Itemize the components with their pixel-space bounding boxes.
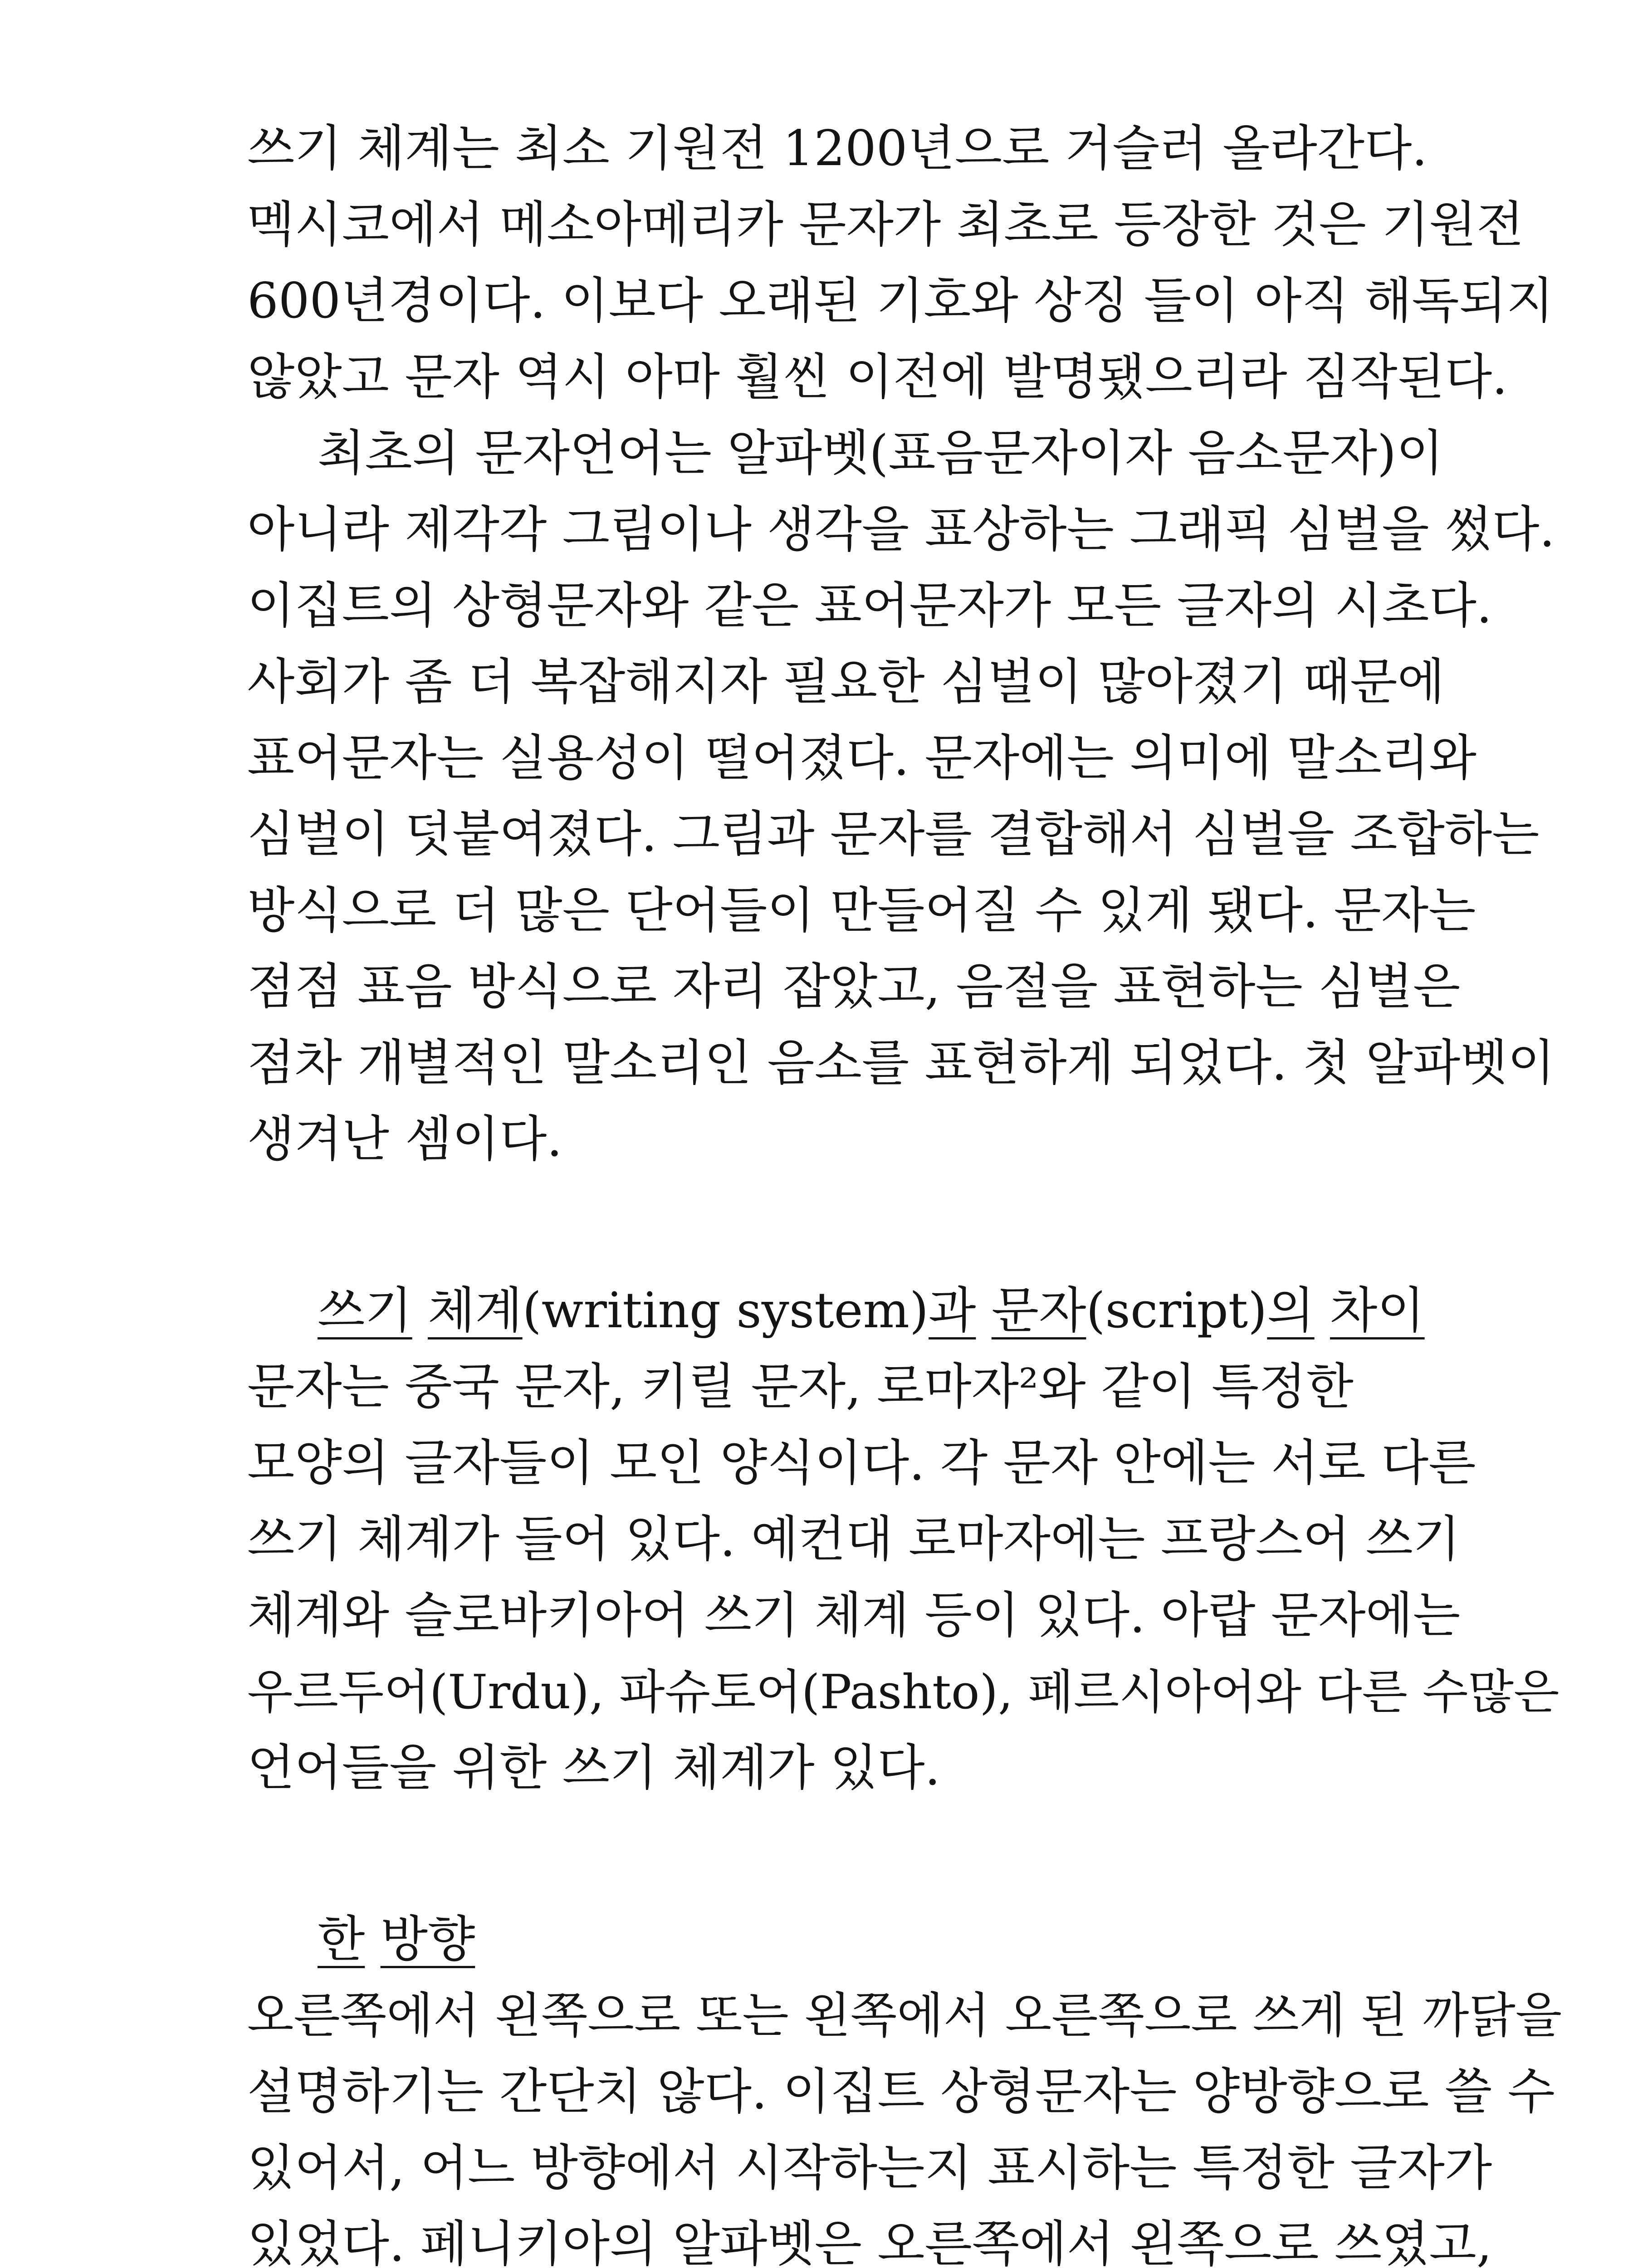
section-heading-writing-system-vs-script (318, 1279, 1425, 1343)
heading-gloss: (script) (1086, 1282, 1267, 1339)
body-line: 멕시코에서 메소아메리카 문자가 최초로 등장한 것은 기원전 (247, 196, 1524, 253)
heading-word: 문자 (991, 1282, 1086, 1339)
body-line: 오른쪽에서 왼쪽으로 또는 왼쪽에서 오른쪽으로 쓰게 된 까닭을 (247, 1988, 1562, 2043)
heading-word: 한 (318, 1911, 365, 1968)
body-line: 점점 표음 방식으로 자리 잡았고, 음절을 표현하는 심벌은 (247, 958, 1461, 1015)
body-line: 있어서, 어느 방향에서 시작하는지 표시하는 특정한 글자가 (247, 2140, 1492, 2196)
heading-word: 과 (929, 1282, 976, 1339)
body-line: 아니라 제각각 그림이나 생각을 표상하는 그래픽 심벌을 썼다. (247, 501, 1555, 558)
body-line: 점차 개별적인 말소리인 음소를 표현하게 되었다. 첫 알파벳이 (247, 1035, 1555, 1091)
body-line: 방식으로 더 많은 단어들이 만들어질 수 있게 됐다. 문자는 (247, 882, 1476, 939)
body-line: 않았고 문자 역시 아마 훨씬 이전에 발명됐으리라 짐작된다. (247, 349, 1508, 406)
heading-word: 체계 (428, 1282, 523, 1339)
body-line: 생겨난 셈이다. (247, 1111, 562, 1168)
body-line: 표어문자는 실용성이 떨어졌다. 문자에는 의미에 말소리와 (247, 730, 1477, 787)
heading-word: 쓰기 (318, 1282, 412, 1339)
body-line: 600년경이다. 이보다 오래된 기호와 상징 들이 아직 해독되지 (247, 273, 1554, 329)
body-line: 언어들을 위한 쓰기 체계가 있다. (247, 1740, 940, 1796)
body-line: 쓰기 체계가 들어 있다. 예컨대 로마자에는 프랑스어 쓰기 (247, 1511, 1461, 1568)
body-line: 있었다. 페니키아의 알파벳은 오른쪽에서 왼쪽으로 쓰였고, (247, 2216, 1492, 2268)
body-line: 우르두어(Urdu), 파슈토어(Pashto), 페르시아어와 다른 수많은 (247, 1664, 1560, 1720)
body-line: 쓰기 체계는 최소 기원전 1200년으로 거슬러 올라간다. (247, 120, 1428, 177)
body-line: 최초의 문자언어는 알파벳(표음문자이자 음소문자)이 (318, 425, 1444, 482)
body-line: 이집트의 상형문자와 같은 표어문자가 모든 글자의 시초다. (247, 577, 1492, 634)
section-heading-one-direction (318, 1908, 475, 1971)
body-line: 심벌이 덧붙여졌다. 그림과 문자를 결합해서 심벌을 조합하는 (247, 806, 1540, 863)
heading-gloss: (writing system) (522, 1282, 929, 1339)
heading-word: 방향 (380, 1911, 475, 1968)
heading-word: 의 (1267, 1282, 1315, 1339)
body-line: 문자는 중국 문자, 키릴 문자, 로마자²와 같이 특정한 (247, 1359, 1354, 1415)
body-line: 모양의 글자들이 모인 양식이다. 각 문자 안에는 서로 다른 (247, 1435, 1476, 1491)
heading-word: 차이 (1330, 1282, 1425, 1339)
body-line: 체계와 슬로바키아어 쓰기 체계 등이 있다. 아랍 문자에는 (247, 1587, 1461, 1644)
body-line: 설명하기는 간단치 않다. 이집트 상형문자는 양방향으로 쓸 수 (247, 2063, 1555, 2120)
body-line: 사회가 좀 더 복잡해지자 필요한 심벌이 많아졌기 때문에 (247, 654, 1445, 710)
